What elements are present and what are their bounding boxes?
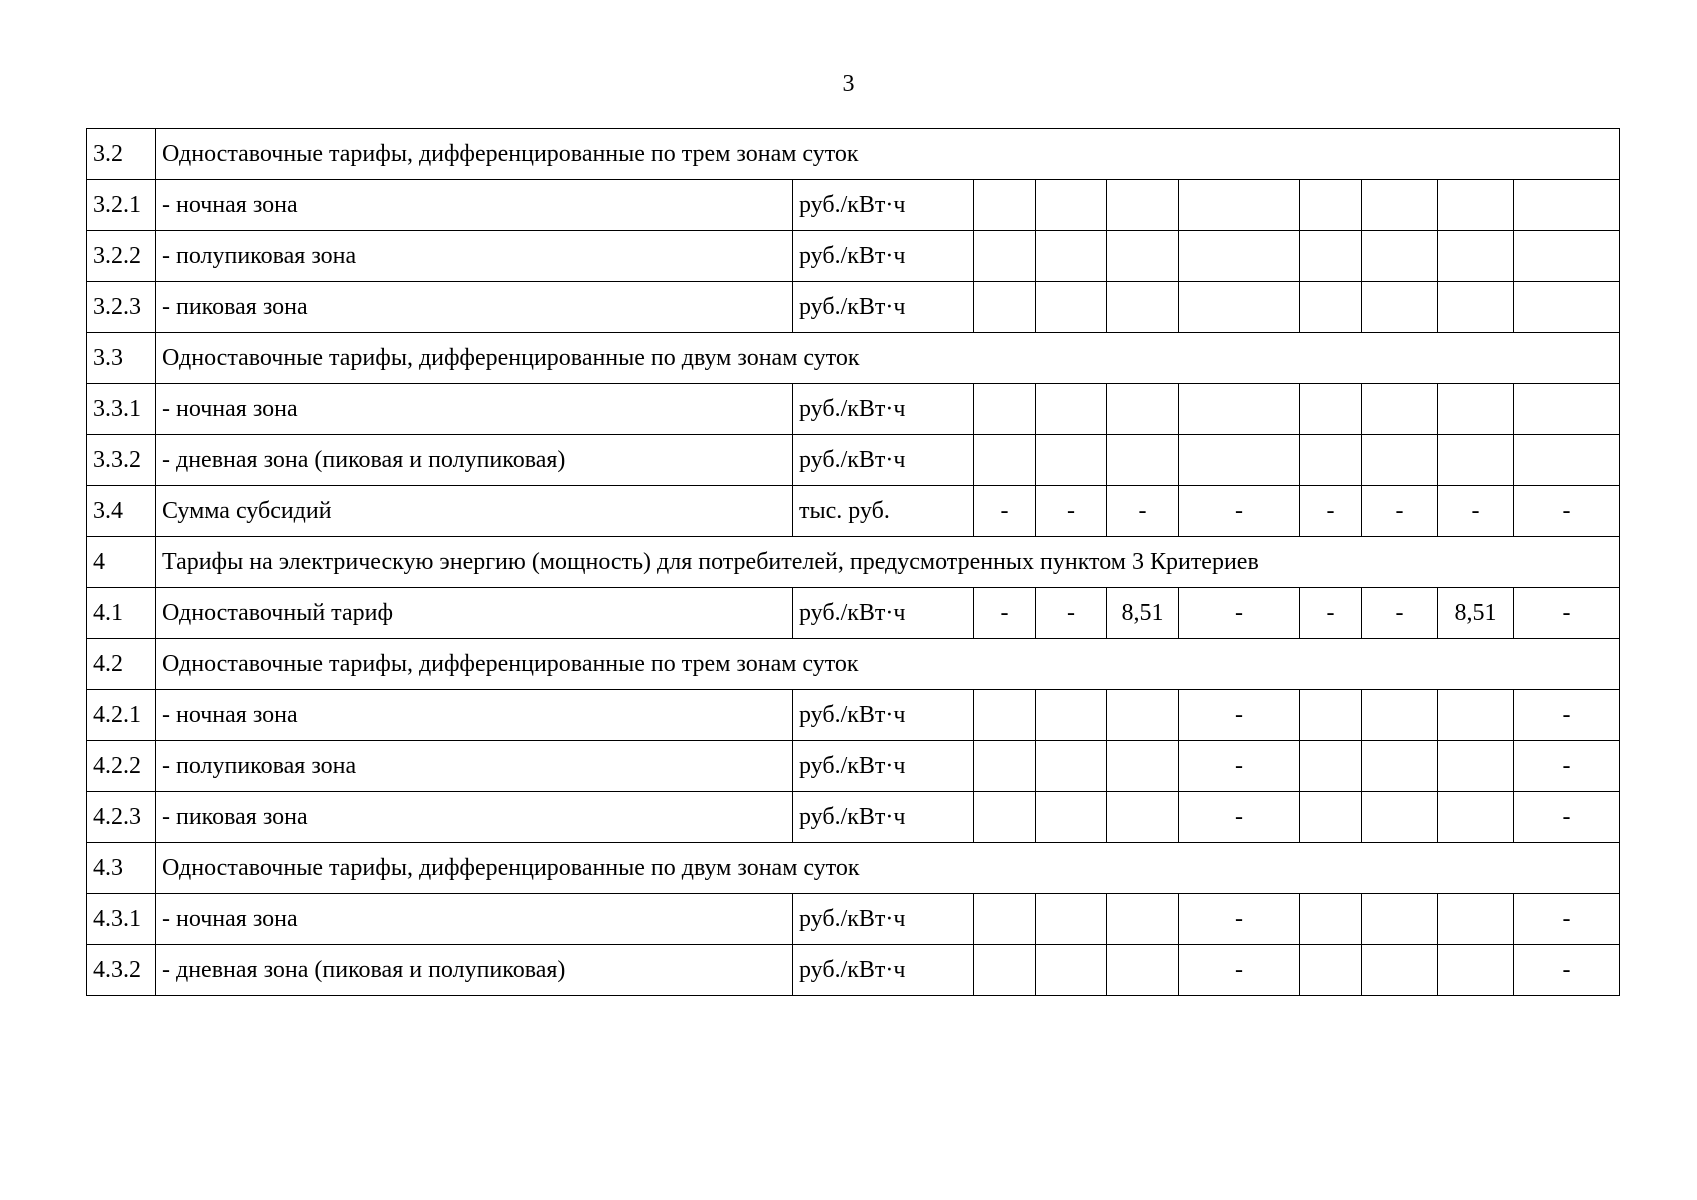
table-row [87, 588, 1620, 639]
row-unit: руб./кВт·ч [793, 231, 974, 282]
value-cell [974, 741, 1036, 792]
value-cell [974, 231, 1036, 282]
value-cell [1362, 180, 1438, 231]
row-number: 3.4 [87, 486, 156, 537]
table-row [87, 741, 1620, 792]
table-row [87, 180, 1620, 231]
value-cell: - [1438, 486, 1514, 537]
value-cell [1438, 180, 1514, 231]
value-cell [1107, 231, 1179, 282]
table-row [87, 792, 1620, 843]
row-name: - дневная зона (пиковая и полупиковая) [156, 945, 793, 996]
section-row [87, 129, 1620, 180]
table-row [87, 282, 1620, 333]
value-cell: - [1514, 486, 1620, 537]
value-cell [1300, 282, 1362, 333]
value-cell [1300, 690, 1362, 741]
row-unit: руб./кВт·ч [793, 894, 974, 945]
value-cell: - [974, 588, 1036, 639]
value-cell: - [1514, 792, 1620, 843]
table-row [87, 894, 1620, 945]
row-number: 3.3.1 [87, 384, 156, 435]
row-name: - дневная зона (пиковая и полупиковая) [156, 435, 793, 486]
value-cell [1179, 231, 1300, 282]
value-cell [974, 282, 1036, 333]
section-title: Одноставочные тарифы, дифференцированные по двум зонам суток [156, 333, 1620, 384]
row-number: 4.2 [87, 639, 156, 690]
value-cell [1438, 792, 1514, 843]
row-unit: руб./кВт·ч [793, 180, 974, 231]
row-number: 3.3.2 [87, 435, 156, 486]
value-cell [1438, 690, 1514, 741]
table-row [87, 231, 1620, 282]
page-number: 3 [842, 71, 855, 97]
value-cell: - [1179, 894, 1300, 945]
value-cell [1300, 894, 1362, 945]
value-cell [1300, 792, 1362, 843]
value-cell [1036, 282, 1107, 333]
value-cell: - [1514, 741, 1620, 792]
value-cell [1438, 945, 1514, 996]
section-row [87, 333, 1620, 384]
row-name: - ночная зона [156, 894, 793, 945]
table-body [87, 129, 1620, 996]
value-cell: - [1036, 486, 1107, 537]
value-cell: - [1179, 486, 1300, 537]
value-cell [1362, 231, 1438, 282]
value-cell [1300, 741, 1362, 792]
value-cell [1362, 945, 1438, 996]
value-cell [1362, 792, 1438, 843]
value-cell [1107, 690, 1179, 741]
row-number: 3.2.2 [87, 231, 156, 282]
row-number: 4.2.3 [87, 792, 156, 843]
row-name: - ночная зона [156, 180, 793, 231]
value-cell [974, 384, 1036, 435]
table-row [87, 486, 1620, 537]
row-name: Сумма субсидий [156, 486, 793, 537]
value-cell [1036, 180, 1107, 231]
value-cell [1107, 741, 1179, 792]
value-cell [1036, 792, 1107, 843]
value-cell: - [1514, 588, 1620, 639]
value-cell: - [1179, 945, 1300, 996]
value-cell [1036, 741, 1107, 792]
row-number: 4.3.2 [87, 945, 156, 996]
section-title: Одноставочные тарифы, дифференцированные по трем зонам суток [156, 639, 1620, 690]
value-cell: - [1514, 894, 1620, 945]
value-cell [1179, 384, 1300, 435]
value-cell [1514, 384, 1620, 435]
value-cell: 8,51 [1107, 588, 1179, 639]
value-cell: - [1179, 792, 1300, 843]
row-unit: руб./кВт·ч [793, 435, 974, 486]
row-number: 4.1 [87, 588, 156, 639]
value-cell [1362, 894, 1438, 945]
value-cell [974, 894, 1036, 945]
value-cell: - [1300, 588, 1362, 639]
section-title: Одноставочные тарифы, дифференцированные по двум зонам суток [156, 843, 1620, 894]
value-cell [1107, 384, 1179, 435]
value-cell [1036, 945, 1107, 996]
row-name: - пиковая зона [156, 792, 793, 843]
value-cell [1036, 435, 1107, 486]
value-cell [1438, 435, 1514, 486]
value-cell [1514, 282, 1620, 333]
value-cell [1438, 282, 1514, 333]
value-cell [974, 792, 1036, 843]
value-cell [1514, 435, 1620, 486]
row-number: 3.2.3 [87, 282, 156, 333]
section-row [87, 843, 1620, 894]
value-cell: - [1036, 588, 1107, 639]
row-number: 4 [87, 537, 156, 588]
row-name: - ночная зона [156, 690, 793, 741]
value-cell [1438, 384, 1514, 435]
value-cell [1107, 180, 1179, 231]
table-row [87, 435, 1620, 486]
value-cell [1362, 282, 1438, 333]
value-cell [1438, 231, 1514, 282]
tariff-table [86, 128, 1620, 996]
value-cell [1300, 435, 1362, 486]
value-cell: - [974, 486, 1036, 537]
row-name: - ночная зона [156, 384, 793, 435]
row-name: - полупиковая зона [156, 231, 793, 282]
row-unit: руб./кВт·ч [793, 741, 974, 792]
value-cell [974, 180, 1036, 231]
row-name: - полупиковая зона [156, 741, 793, 792]
row-unit: руб./кВт·ч [793, 384, 974, 435]
value-cell [1300, 231, 1362, 282]
row-number: 4.3 [87, 843, 156, 894]
value-cell [974, 690, 1036, 741]
section-row [87, 639, 1620, 690]
value-cell: - [1179, 741, 1300, 792]
row-unit: руб./кВт·ч [793, 282, 974, 333]
value-cell [1036, 384, 1107, 435]
value-cell [1438, 894, 1514, 945]
value-cell [1362, 741, 1438, 792]
row-name: Одноставочный тариф [156, 588, 793, 639]
section-title: Тарифы на электрическую энергию (мощность) для потребителей, предусмотренных пунктом 3 Критериев [156, 537, 1620, 588]
value-cell [1362, 435, 1438, 486]
value-cell [1438, 741, 1514, 792]
value-cell [1300, 180, 1362, 231]
value-cell: - [1300, 486, 1362, 537]
row-unit: руб./кВт·ч [793, 690, 974, 741]
table-row [87, 384, 1620, 435]
value-cell [1362, 690, 1438, 741]
value-cell: - [1514, 690, 1620, 741]
value-cell [974, 435, 1036, 486]
value-cell: - [1362, 588, 1438, 639]
section-row [87, 537, 1620, 588]
row-unit: руб./кВт·ч [793, 792, 974, 843]
value-cell [1300, 384, 1362, 435]
value-cell [1300, 945, 1362, 996]
value-cell [1514, 180, 1620, 231]
value-cell [1107, 282, 1179, 333]
value-cell: - [1107, 486, 1179, 537]
value-cell [1107, 435, 1179, 486]
value-cell: 8,51 [1438, 588, 1514, 639]
value-cell [1036, 690, 1107, 741]
row-number: 3.2 [87, 129, 156, 180]
row-number: 3.3 [87, 333, 156, 384]
row-unit: руб./кВт·ч [793, 588, 974, 639]
row-unit: руб./кВт·ч [793, 945, 974, 996]
value-cell [1179, 282, 1300, 333]
value-cell [1179, 180, 1300, 231]
section-title: Одноставочные тарифы, дифференцированные по трем зонам суток [156, 129, 1620, 180]
value-cell: - [1179, 588, 1300, 639]
row-name: - пиковая зона [156, 282, 793, 333]
value-cell [974, 945, 1036, 996]
value-cell [1036, 231, 1107, 282]
value-cell [1514, 231, 1620, 282]
value-cell: - [1514, 945, 1620, 996]
value-cell: - [1179, 690, 1300, 741]
value-cell [1107, 894, 1179, 945]
row-number: 4.2.2 [87, 741, 156, 792]
table-row [87, 945, 1620, 996]
value-cell [1179, 435, 1300, 486]
row-number: 4.2.1 [87, 690, 156, 741]
row-unit: тыс. руб. [793, 486, 974, 537]
value-cell [1107, 792, 1179, 843]
row-number: 4.3.1 [87, 894, 156, 945]
value-cell [1036, 894, 1107, 945]
value-cell: - [1362, 486, 1438, 537]
value-cell [1362, 384, 1438, 435]
table-row [87, 690, 1620, 741]
value-cell [1107, 945, 1179, 996]
row-number: 3.2.1 [87, 180, 156, 231]
